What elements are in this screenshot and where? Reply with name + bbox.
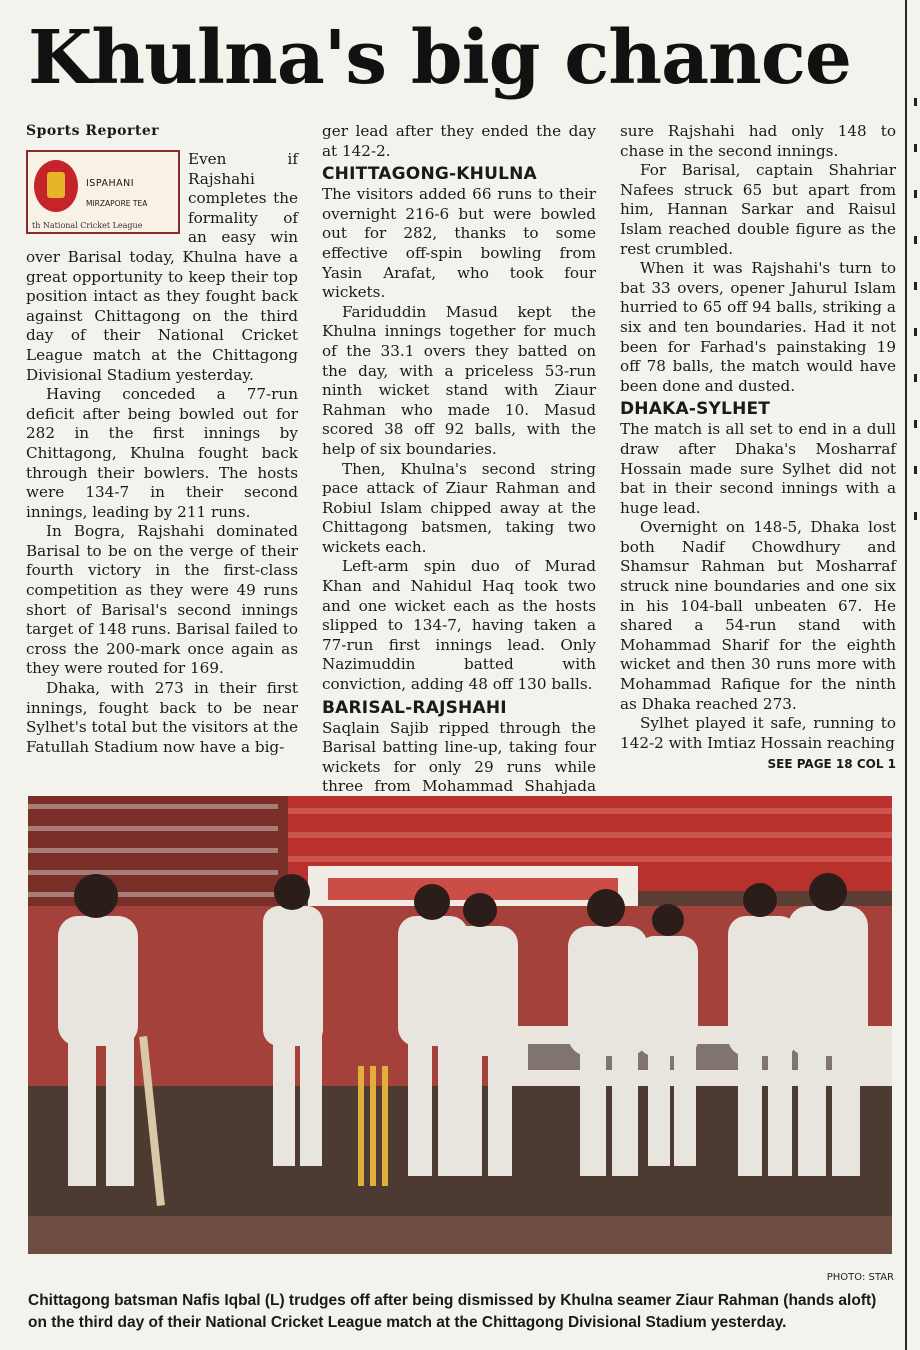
paragraph: Then, Khulna's second string pace attack of Ziaur Rahman and Robiul Islam chipped away at the Chittagong batsmen, taking two wickets each.: [322, 459, 596, 556]
paragraph: When it was Rajshahi's turn to bat 33 overs, opener Jahurul Islam hurried to 65 off 94 balls, striking a six and ten boundaries. Had it not been for Farhad's painstaking 19 off 78 balls, the match would have been done and dusted.: [620, 259, 896, 395]
continued-jump: SEE PAGE 18 COL 1: [767, 757, 896, 772]
logo-name: ISPAHANI: [86, 178, 135, 189]
paragraph: The visitors added 66 runs to their overnight 216-6 but were bowled out for 282, thanks to some effective off-spin bowling from Yasin Arafat, who took four wickets.: [322, 185, 596, 302]
paragraph: Left-arm spin duo of Murad Khan and Nahidul Haq took two and one wicket each as the hosts slipped to 134-7, having taken a 77-run first innings lead. Only Nazimuddin batted with conviction, adding 48 off 130 balls.: [322, 557, 596, 694]
paragraph: Fariduddin Masud kept the Khulna innings together for much of the 33.1 overs they batted on the day, with a priceless 53-run ninth wicket stand with Ziaur Rahman who made 10. Masud scored 38 off 92 balls, with the help of six boundaries.: [322, 302, 596, 458]
column-rule: [905, 0, 907, 1350]
paragraph: The match is all set to end in a dull draw after Dhaka's Mosharraf Hossain made sure Sylhet did not bat in their second innings with a huge lead.: [620, 420, 896, 517]
adjacent-article-edge: [912, 60, 920, 560]
subhead-dhaka-sylhet: DHAKA-SYLHET: [620, 399, 771, 420]
byline: Sports Reporter: [26, 123, 160, 139]
column-3: [620, 122, 896, 775]
paragraph: Having conceded a 77-run deficit after being bowled out for 282 in the first innings by Chittagong, Khulna fought back through their bowlers. The hosts were 134-7 in their second innings, leading by 211 runs.: [26, 385, 298, 521]
paragraph: Sylhet played it safe, running to 142-2 with Imtiaz Hossain reaching: [620, 714, 896, 752]
column-2: [322, 122, 596, 817]
subhead-chittagong-khulna: CHITTAGONG-KHULNA: [322, 164, 537, 185]
paragraph: Dhaka, with 273 in their first innings, fought back to be near Sylhet's total but the visitors at the Fatullah Stadium now have a big-: [26, 679, 298, 756]
paragraph: For Barisal, captain Shahriar Nafees struck 65 but apart from him, Hannan Sarkar and Raisul Islam reached double figure as the rest crumbled.: [620, 161, 896, 258]
logo-sub: MIRZAPORE TEA: [86, 199, 148, 208]
ispahani-emblem-icon: [34, 160, 78, 212]
column-1: [26, 122, 298, 757]
paragraph: Saqlain Sajib ripped through the Barisal batting line-up, taking four wickets for only 29 runs while three from Mohammad Shahjada: [322, 718, 596, 796]
sponsor-logo: [26, 150, 180, 234]
headline: Khulna's big chance: [28, 15, 851, 101]
logo-foot: th National Cricket League: [32, 221, 143, 230]
subhead-barisal-rajshahi: BARISAL-RAJSHAHI: [322, 697, 507, 718]
photo-caption: Chittagong batsman Nafis Iqbal (L) trudges off after being dismissed by Khulna seamer Ziaur Rahman (hands aloft) on the third day of their National Cricket League match at the Chittagong Divisional Stadium yesterday.: [28, 1292, 877, 1331]
paragraph: sure Rajshahi had only 148 to chase in the second innings.: [620, 122, 896, 160]
cricket-photo-illustration: [28, 796, 892, 1254]
paragraph: Overnight on 148-5, Dhaka lost both Nadif Chowdhury and Shamsur Rahman but Mosharraf struck nine boundaries and one six in his 104-ball unbeaten 67. He shared a 54-run stand with Mohammad Sharif for the eighth wicket and then 30 runs more with Mohammad Rafique for the ninth as Dhaka reached 273.: [620, 518, 896, 713]
paragraph: ger lead after they ended the day at 142-2.: [322, 122, 596, 160]
paragraph: Even if Rajshahi completes the formality of an easy win over Barisal today, Khulna have a great opportunity to keep their top position intact as they fought back against Chittagong on the third day of their National Cricket League match at the Chittagong Divisional Stadium yesterday.: [26, 150, 298, 384]
photo-credit: PHOTO: STAR: [826, 1272, 894, 1283]
news-photo: [28, 796, 892, 1254]
paragraph: In Bogra, Rajshahi dominated Barisal to be on the verge of their fourth victory in the first-class competition as they were 49 runs short of Barisal's second innings target of 148 runs. Barisal failed to cross the 200-mark once again as they were routed for 169.: [26, 522, 298, 678]
